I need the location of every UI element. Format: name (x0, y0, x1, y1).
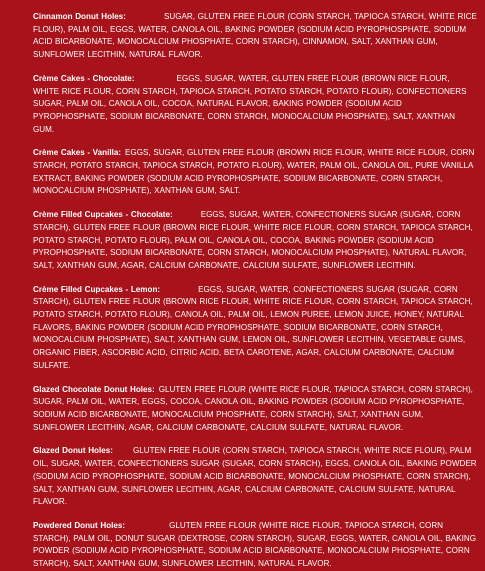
ingredients-text: GLUTEN FREE FLOUR (WHITE RICE FLOUR, TAPIOCA STARCH, CORN STARCH), SUGAR, PALM OIL, WATER, EGGS, COCOA, CANOLA OIL, BAKING POWDER (SODIUM ACID PYROPHOSPHATE, SODIUM ACID BICARBONATE, MONOCALCIUM PHOSPHATE, CORN STARCH), SALT, XANTHAN GUM, SUNFLOWER LECITHIN, AGAR, CALCIUM CARBONATE, CALCIUM SULFATE, NATURAL FLAVOR. (33, 384, 473, 432)
ingredients-text: GLUTEN FREE FLOUR (WHITE RICE FLOUR, TAPIOCA STARCH, CORN STARCH), PALM OIL, DONUT SUGAR (DEXTROSE, CORN STARCH), SUGAR, EGGS, WATER, CANOLA OIL, BAKING POWDER (SODIUM ACID PYROPHOSPHATE, SODIUM ACID BICARBONATE, MONOCALCIUM PHOSPHATE, CORN STARCH), SALT, XANTHAN GUM, SUNFLOWER LECITHIN, NATURAL FLAVOR. (33, 520, 477, 569)
entry-creme-cakes-chocolate (33, 73, 477, 137)
product-name: Crème Filled Cupcakes - Chocolate: (33, 210, 173, 220)
entry-creme-cakes-vanilla (33, 147, 477, 198)
ingredients-text: SUGAR, GLUTEN FREE FLOUR (CORN STARCH, TAPIOCA STARCH, WHITE RICE FLOUR), PALM OIL, EGGS, WATER, CANOLA OIL, BAKING POWDER (SODIUM ACID PYROPHOSPHATE, SODIUM ACID BICARBONATE, MONOCALCIUM PHOSPHATE, CORN STARCH), CINNAMON, SALT, XANTHAN GUM, SUNFLOWER LECITHIN, NATURAL FLAVOR. (33, 12, 477, 60)
ingredients-text: EGGS, SUGAR, WATER, GLUTEN FREE FLOUR (BROWN RICE FLOUR, WHITE RICE FLOUR, CORN STARCH, TAPIOCA STARCH, POTATO STARCH, POTATO FLOUR), CONFECTIONERS SUGAR, PALM OIL, CANOLA OIL, COCOA, NATURAL FLAVOR, BAKING POWDER (SODIUM ACID PYROPHOSPHATE, SODIUM BICARBONATE, CORN STARCH, MONOCALCIUM PHOSPHATE), SALT, XANTHAN GUM. (33, 73, 467, 134)
product-name: Powdered Donut Holes: (33, 520, 126, 530)
product-name: Glazed Donut Holes: (33, 446, 113, 456)
product-name: Crème Cakes - Vanilla: (33, 148, 122, 158)
ingredients-text: EGGS, SUGAR, GLUTEN FREE FLOUR (BROWN RICE FLOUR, WHITE RICE FLOUR, CORN STARCH, POTATO STARCH, TAPIOCA STARCH, POTATO FLOUR), WATER, PALM OIL, CANOLA OIL, PURE VANILLA EXTRACT, BAKING POWDER (SODIUM ACID PYROPHOSPHATE, SODIUM BICARBONATE, CORN STARCH, MONOCALCIUM PHOSPHATE), XANTHAN GUM, SALT. (33, 148, 475, 196)
entry-cinnamon-donut-holes (33, 11, 477, 62)
entry-creme-filled-cupcakes-chocolate (33, 209, 477, 273)
product-name: Cinnamon Donut Holes: (33, 12, 126, 21)
ingredients-text: GLUTEN FREE FLOUR (CORN STARCH, TAPIOCA STARCH, WHITE RICE FLOUR), PALM OIL, SUGAR, WATER, CONFECTIONERS SUGAR (SUGAR, CORN STARCH), EGGS, CANOLA OIL, BAKING POWDER (SODIUM ACID PYROPHOSPHATE, SODIUM ACID BICARBONATE, MONOCALCIUM PHOSPHATE, CORN STARCH), SALT, XANTHAN GUM, SUNFLOWER LECITHIN, AGAR, CALCIUM CARBONATE, CALCIUM SULFATE, NATURAL FLAVOR. (33, 446, 477, 507)
ingredients-text: EGGS, SUGAR, WATER, CONFECTIONERS SUGAR (SUGAR, CORN STARCH), GLUTEN FREE FLOUR (BROWN RICE FLOUR, WHITE RICE FLOUR, CORN STARCH, TAPIOCA STARCH, POTATO STARCH, POTATO FLOUR), PALM OIL, CANOLA OIL, COCOA, BAKING POWDER (SODIUM ACID PYROPHOSPHATE, SODIUM BICARBONATE, CORN STARCH, MONOCALCIUM PHOSPHATE), NATURAL FLAVOR, SALT, XANTHAN GUM, AGAR, CALCIUM CARBONATE, CALCIUM SULFATE, SUNFLOWER LECITHIN. (33, 210, 473, 270)
entry-glazed-donut-holes (33, 445, 477, 509)
entry-powdered-donut-holes (33, 520, 477, 571)
ingredients-text: EGGS, SUGAR, WATER, CONFECTIONERS SUGAR (SUGAR, CORN STARCH), GLUTEN FREE FLOUR (BROWN RICE FLOUR, WHITE RICE FLOUR, CORN STARCH, TAPIOCA STARCH, POTATO STARCH, POTATO FLOUR), CANOLA OIL, PALM OIL, LEMON PUREE, LEMON JUICE, HONEY, NATURAL FLAVORS, BAKING POWDER (SODIUM ACID PYROPHOSPHATE, SODIUM BICARBONATE, CORN STARCH, MONOCALCIUM PHOSPHATE), SALT, XANTHAN GUM, LEMON OIL, SUNFLOWER LECITHIN, VEGETABLE GUMS, ORGANIC FIBER, ASCORBIC ACID, CITRIC ACID, BETA CAROTENE, AGAR, CALCIUM CARBONATE, CALCIUM SULFATE. (33, 284, 473, 370)
product-name: Glazed Chocolate Donut Holes: (33, 384, 155, 394)
product-name: Crème Cakes - Chocolate: (33, 73, 135, 83)
entry-creme-filled-cupcakes-lemon (33, 284, 477, 373)
entry-glazed-chocolate-donut-holes (33, 384, 477, 435)
product-name: Crème Filled Cupcakes - Lemon: (33, 284, 161, 294)
